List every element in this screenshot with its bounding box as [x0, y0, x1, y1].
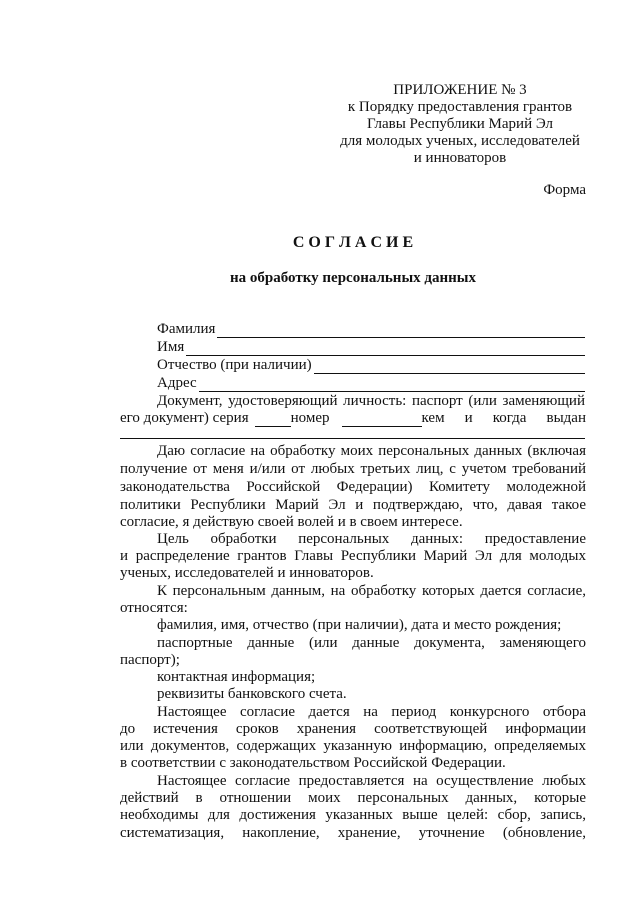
appendix-line-2: Главы Республики Марий Эл: [366, 116, 554, 132]
list-item-3: контактная информация;: [157, 669, 316, 685]
p5-line-4: систематизация, накопление, хранение, уточнение (обновление,: [120, 825, 586, 841]
appendix-line-4: и инноваторов: [413, 150, 507, 166]
p4-line-1: Настоящее согласие дается на период конкурсного отбора: [157, 704, 586, 720]
appendix-line-1: к Порядку предоставления грантов: [347, 99, 573, 115]
patronymic-label: Отчество (при наличии): [157, 357, 312, 373]
form-label: Форма: [543, 182, 586, 198]
surname-blank[interactable]: [217, 323, 585, 338]
passport-number-blank[interactable]: [342, 413, 422, 427]
name-field[interactable]: [157, 339, 585, 356]
p1-line-3: законодательства Российской Федерации) Комитету молодежной: [120, 479, 586, 495]
surname-label: Фамилия: [157, 321, 216, 337]
p4-line-4: в соответствии с законодательством Российской Федерации.: [120, 755, 506, 771]
document-title: С О Г Л А С И Е: [292, 234, 414, 251]
document-subtitle: на обработку персональных данных: [230, 270, 476, 286]
patronymic-field[interactable]: [157, 357, 585, 374]
appendix-number: ПРИЛОЖЕНИЕ № 3: [393, 82, 527, 98]
issued-by-blank[interactable]: [120, 438, 585, 439]
p1-line-5: согласие, я действую своей волей и в своем интересе.: [120, 514, 463, 530]
appendix-line-3: для молодых ученых, исследователей: [340, 133, 580, 149]
passport-series-blank[interactable]: [255, 413, 291, 427]
address-blank[interactable]: [199, 377, 585, 392]
address-label: Адрес: [157, 375, 197, 391]
p1-line-4: политики Республики Марий Эл и подтверждаю, что, давая такое: [120, 497, 586, 513]
p4-line-3: или документов, содержащих указанную информацию, определяемых: [120, 738, 586, 754]
patronymic-blank[interactable]: [314, 359, 585, 374]
address-field[interactable]: [157, 375, 585, 392]
p2-line-1: Цель обработки персональных данных: предоставление: [157, 531, 586, 547]
p5-line-2: действий в отношении моих персональных данных, которые: [120, 790, 586, 806]
name-blank[interactable]: [186, 341, 585, 356]
id-document-prefix: его документ) серия: [120, 410, 249, 426]
p3-line-1: К персональным данным, на обработку которых дается согласие,: [157, 583, 586, 599]
issued-by-label: кем и когда выдан: [421, 410, 586, 426]
p2-line-2: и распределение грантов Главы Республики Марий Эл для молодых: [120, 548, 586, 564]
surname-field[interactable]: [157, 321, 585, 338]
p1-line-1: Даю согласие на обработку моих персональных данных (включая: [157, 443, 586, 459]
id-document-line-1: Документ, удостоверяющий личность: паспорт (или заменяющий: [157, 393, 585, 409]
name-label: Имя: [157, 339, 185, 355]
p5-line-1: Настоящее согласие предоставляется на осуществление любых: [157, 773, 586, 789]
p1-line-2: получение от меня и/или от любых третьих лиц, с учетом требований: [120, 461, 586, 477]
list-item-2-line-2: паспорт);: [120, 652, 180, 668]
p4-line-2: до истечения сроков хранения соответствующей информации: [120, 721, 586, 737]
passport-number-label: номер: [290, 410, 330, 426]
list-item-4: реквизиты банковского счета.: [157, 686, 347, 702]
list-item-1: фамилия, имя, отчество (при наличии), дата и место рождения;: [157, 617, 562, 633]
id-document-line-2: [120, 410, 586, 427]
p5-line-3: необходимы для достижения указанных выше целей: сбор, запись,: [120, 807, 586, 823]
p3-line-2: относятся:: [120, 600, 188, 616]
list-item-2-line-1: паспортные данные (или данные документа, заменяющего: [157, 635, 586, 651]
p2-line-3: ученых, исследователей и инноваторов.: [120, 565, 374, 581]
